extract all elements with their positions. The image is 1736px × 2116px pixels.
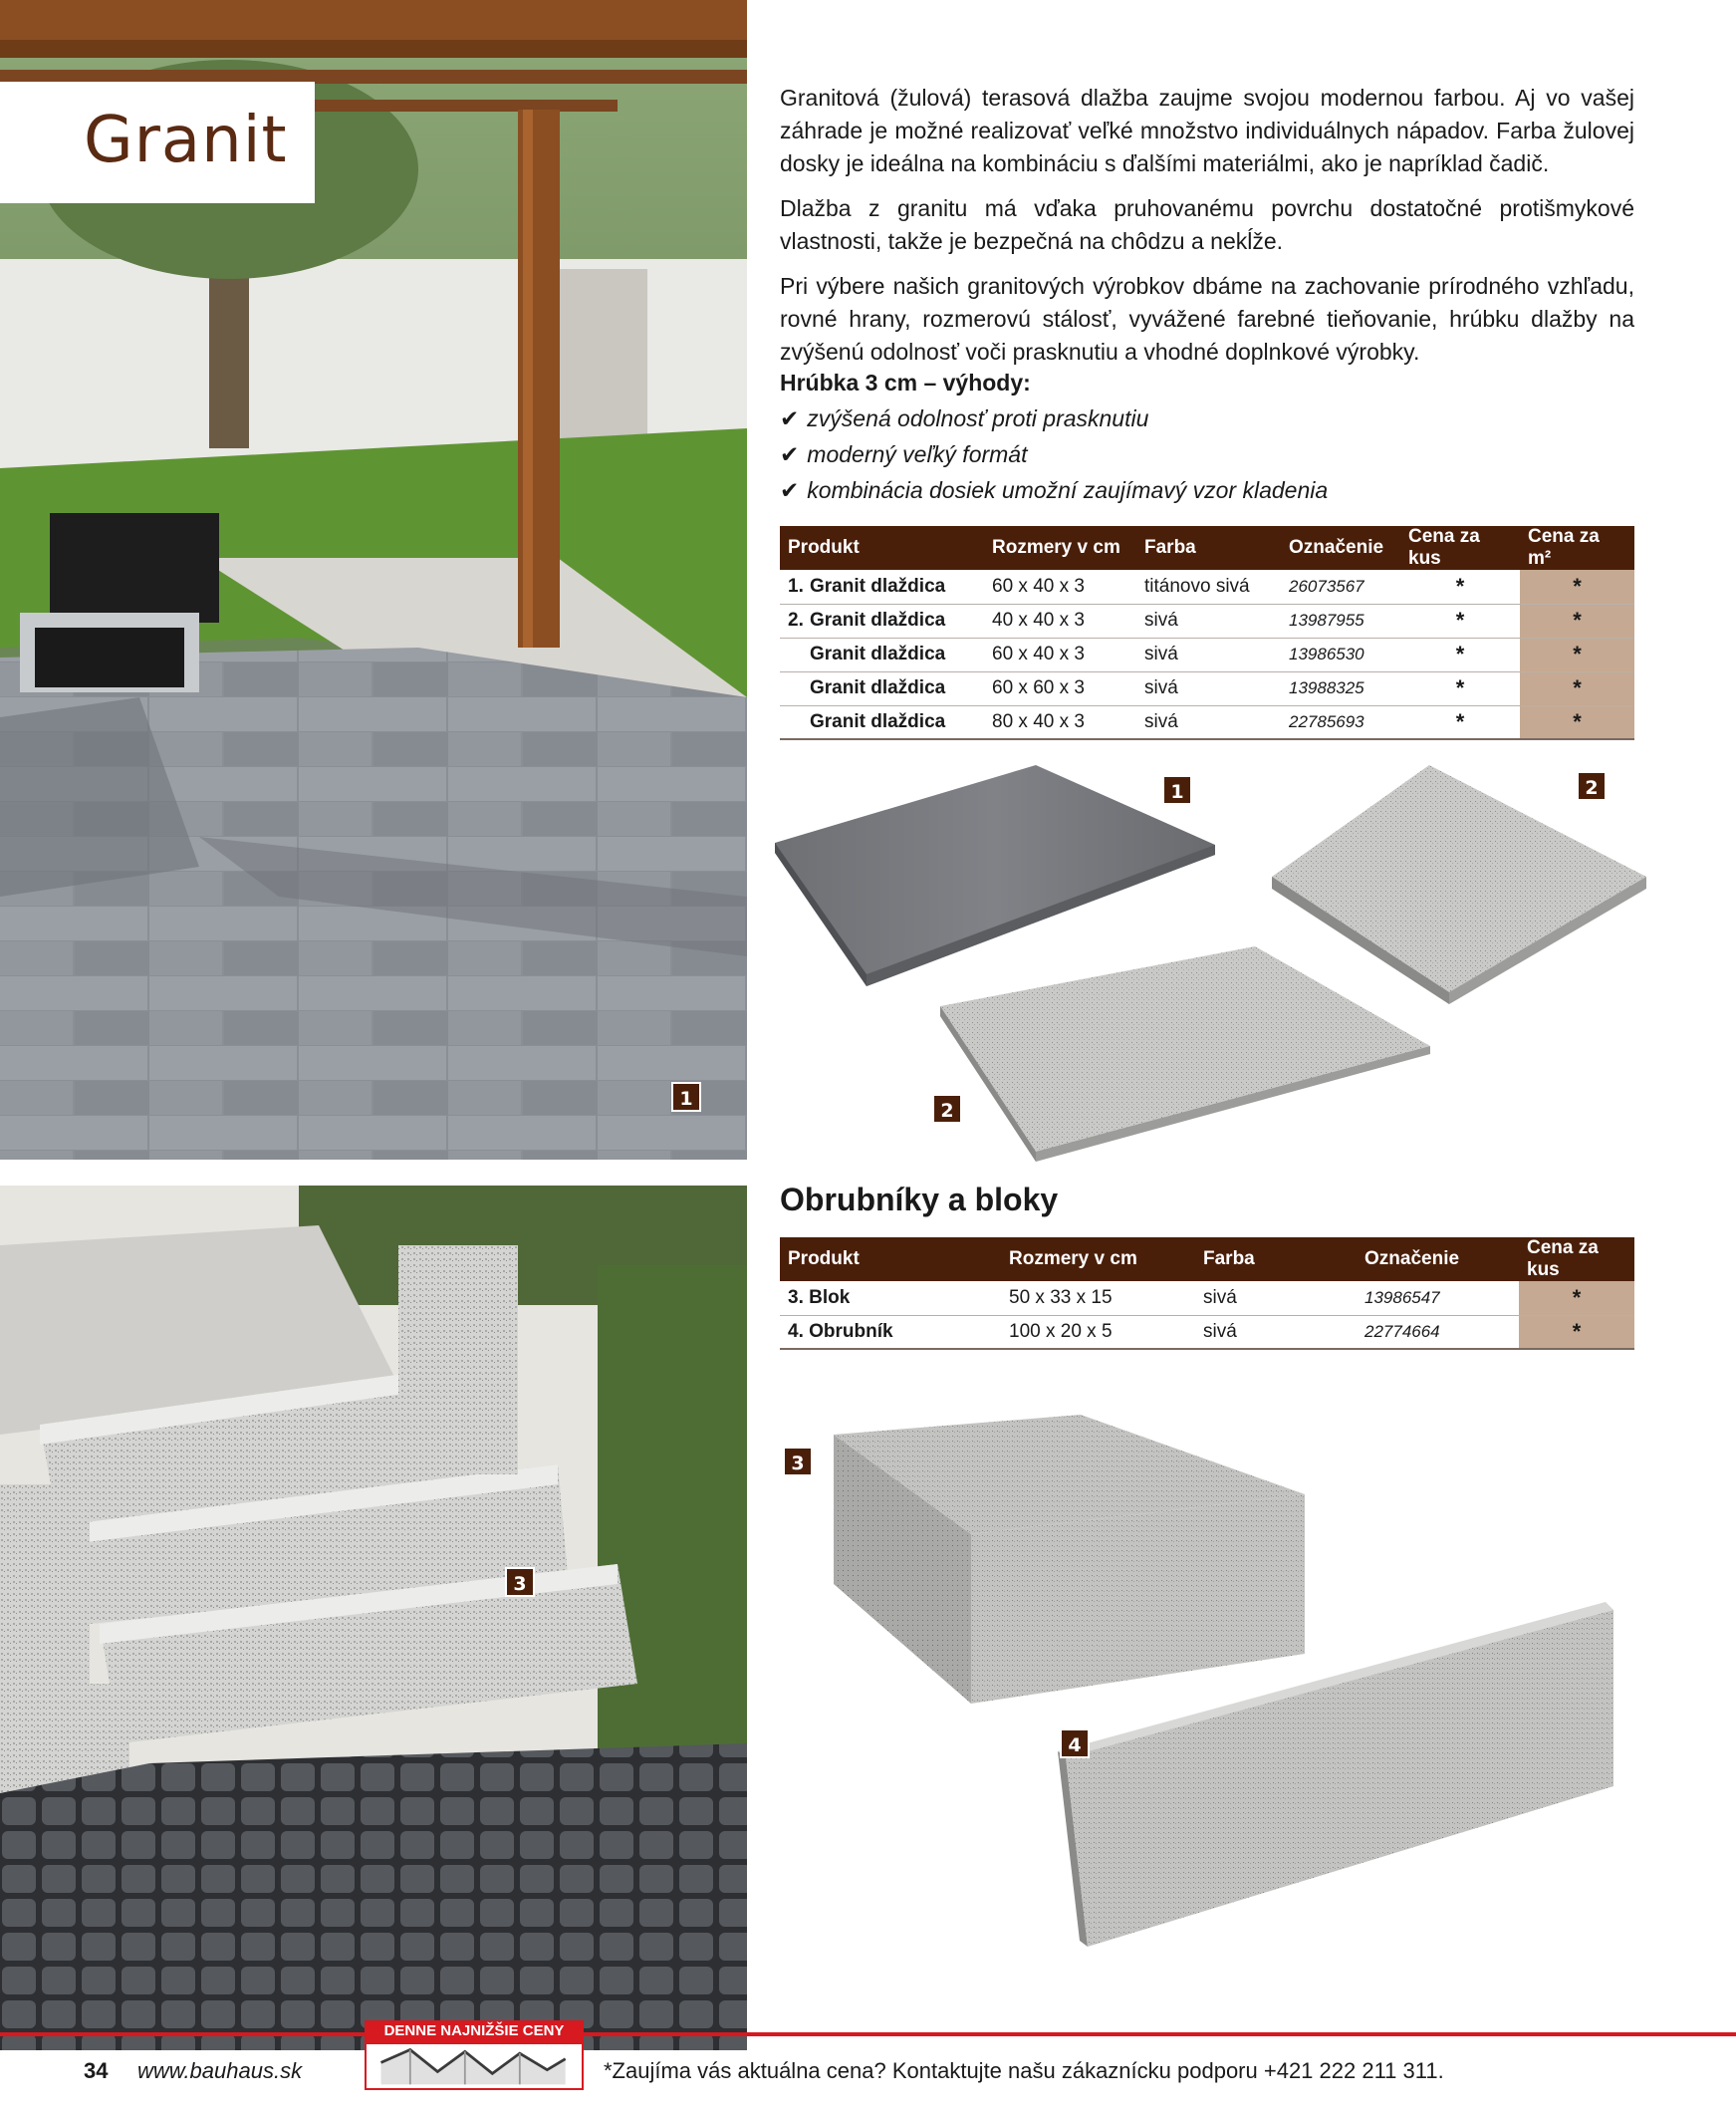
size-cell: 40 x 40 x 3 [984, 604, 1136, 638]
curb-badge: 4 [1060, 1728, 1090, 1758]
row-number: 1. [788, 575, 804, 597]
color-cell: sivá [1136, 671, 1281, 705]
product-name: Granit dlaždica [810, 710, 946, 732]
tile-light-small-badge: 2 [1577, 771, 1607, 801]
blocks-table [780, 1237, 1634, 1350]
code-cell: 13987955 [1281, 604, 1400, 638]
column-header: Produkt [780, 526, 984, 570]
table-header-row [780, 526, 1634, 570]
product-cell: 4. Obrubník [780, 1315, 1001, 1349]
photo-top-badge: 1 [671, 1082, 701, 1112]
product-cell [780, 638, 984, 671]
product-name: Granit dlaždica [810, 644, 946, 664]
table-row [780, 705, 1634, 739]
size-cell: 100 x 20 x 5 [1001, 1315, 1195, 1349]
logo-label: DENNE NAJNIŽŠIE CENY [365, 2020, 584, 2042]
logo-graphic [365, 2042, 584, 2090]
price-cell: * [1400, 671, 1520, 705]
product-cell [780, 671, 984, 705]
footer-divider [0, 2032, 1736, 2036]
page-title: Granit [84, 104, 288, 177]
column-header: Cena za kus [1400, 526, 1520, 570]
table-row [780, 1281, 1634, 1315]
price-cell: * [1400, 638, 1520, 671]
website-link[interactable]: www.bauhaus.sk [137, 2058, 303, 2083]
block-badge: 3 [783, 1447, 813, 1476]
section-title: Obrubníky a bloky [780, 1182, 1059, 1217]
color-cell: sivá [1136, 604, 1281, 638]
intro-paragraph: Granitová (žulová) terasová dlažba zaujme svojou modernou farbou. Aj vo vašej záhrade je možné realizovať veľké množstvo individuálnych nápadov. Farba žulovej dosky je ideálna na kombináciu s ďalšími materiálmi, ako je napríklad čadič. [780, 85, 1634, 176]
column-header: Produkt [780, 1237, 1001, 1281]
size-cell: 60 x 40 x 3 [984, 638, 1136, 671]
table-row [780, 1315, 1634, 1349]
column-header: Označenie [1357, 1237, 1519, 1281]
intro-paragraph: Pri výbere našich granitových výrobkov dbáme na zachovanie prírodného vzhľadu, rovné hrany, rozmerovú stálosť, vyvážené farebné tieňovanie, hrúbku dlažby na zvýšenú odolnosť voči prasknutiu a vhodné doplnkové výrobky. [780, 273, 1634, 365]
intro-paragraph: Dlažba z granitu má vďaka pruhovanému povrchu dostatočné protišmykové vlastnosti, takže je bezpečná na chôdzu a nekĺže. [780, 195, 1634, 254]
check-icon: ✔ [780, 405, 800, 431]
benefit-item [780, 441, 1028, 468]
table-header-row [780, 1237, 1634, 1281]
code-cell: 22774664 [1357, 1315, 1519, 1349]
price-m2-cell: * [1520, 671, 1634, 705]
benefit-item [780, 405, 1148, 432]
page-title-box [0, 82, 315, 203]
price-m2-cell: * [1520, 604, 1634, 638]
column-header: Rozmery v cm [984, 526, 1136, 570]
intro-text [780, 82, 1634, 381]
size-cell: 50 x 33 x 15 [1001, 1281, 1195, 1315]
price-cell: * [1519, 1281, 1634, 1315]
benefit-text: moderný veľký formát [807, 441, 1028, 467]
product-cell [780, 570, 984, 604]
color-cell: titánovo sivá [1136, 570, 1281, 604]
table-row [780, 671, 1634, 705]
benefit-item [780, 477, 1328, 504]
product-cell [780, 705, 984, 739]
column-header: Farba [1136, 526, 1281, 570]
steps-photo [0, 1186, 747, 2050]
product-name: Granit dlaždica [810, 610, 946, 631]
tile-light-large-image [936, 946, 1434, 1166]
table-row [780, 570, 1634, 604]
code-cell: 13986547 [1357, 1281, 1519, 1315]
lowest-prices-logo [365, 2020, 584, 2090]
price-cell: * [1400, 705, 1520, 739]
tiles-table [780, 526, 1634, 740]
size-cell: 60 x 40 x 3 [984, 570, 1136, 604]
benefits-title: Hrúbka 3 cm – výhody: [780, 370, 1031, 396]
price-m2-cell: * [1520, 705, 1634, 739]
page-number: 34 [84, 2058, 109, 2083]
column-header: Cena za kus [1519, 1237, 1634, 1281]
code-cell: 22785693 [1281, 705, 1400, 739]
contact-note: *Zaujíma vás aktuálna cena? Kontaktujte našu zákaznícku podporu +421 222 211 311. [604, 2058, 1444, 2083]
price-m2-cell: * [1520, 638, 1634, 671]
size-cell: 80 x 40 x 3 [984, 705, 1136, 739]
price-cell: * [1400, 570, 1520, 604]
product-name: Granit dlaždica [810, 677, 946, 698]
price-cell: * [1400, 604, 1520, 638]
check-icon: ✔ [780, 477, 800, 503]
check-icon: ✔ [780, 441, 800, 467]
photo-bottom-badge: 3 [505, 1567, 535, 1597]
product-cell: 3. Blok [780, 1281, 1001, 1315]
column-header: Rozmery v cm [1001, 1237, 1195, 1281]
table-row [780, 638, 1634, 671]
code-cell: 13986530 [1281, 638, 1400, 671]
column-header: Cena za m² [1520, 526, 1634, 570]
tile-dark-badge: 1 [1162, 775, 1192, 805]
color-cell: sivá [1195, 1315, 1357, 1349]
benefit-text: kombinácia dosiek umožní zaujímavý vzor kladenia [807, 477, 1329, 503]
table-row [780, 604, 1634, 638]
product-cell [780, 604, 984, 638]
product-name: Granit dlaždica [810, 575, 946, 597]
color-cell: sivá [1136, 638, 1281, 671]
column-header: Farba [1195, 1237, 1357, 1281]
size-cell: 60 x 60 x 3 [984, 671, 1136, 705]
benefit-text: zvýšená odolnosť proti prasknutiu [807, 405, 1149, 431]
tile-light-large-badge: 2 [932, 1094, 962, 1124]
curb-image [1058, 1602, 1615, 1951]
price-cell: * [1519, 1315, 1634, 1349]
code-cell: 26073567 [1281, 570, 1400, 604]
color-cell: sivá [1136, 705, 1281, 739]
row-number: 2. [788, 610, 804, 631]
color-cell: sivá [1195, 1281, 1357, 1315]
price-m2-cell: * [1520, 570, 1634, 604]
column-header: Označenie [1281, 526, 1400, 570]
code-cell: 13988325 [1281, 671, 1400, 705]
